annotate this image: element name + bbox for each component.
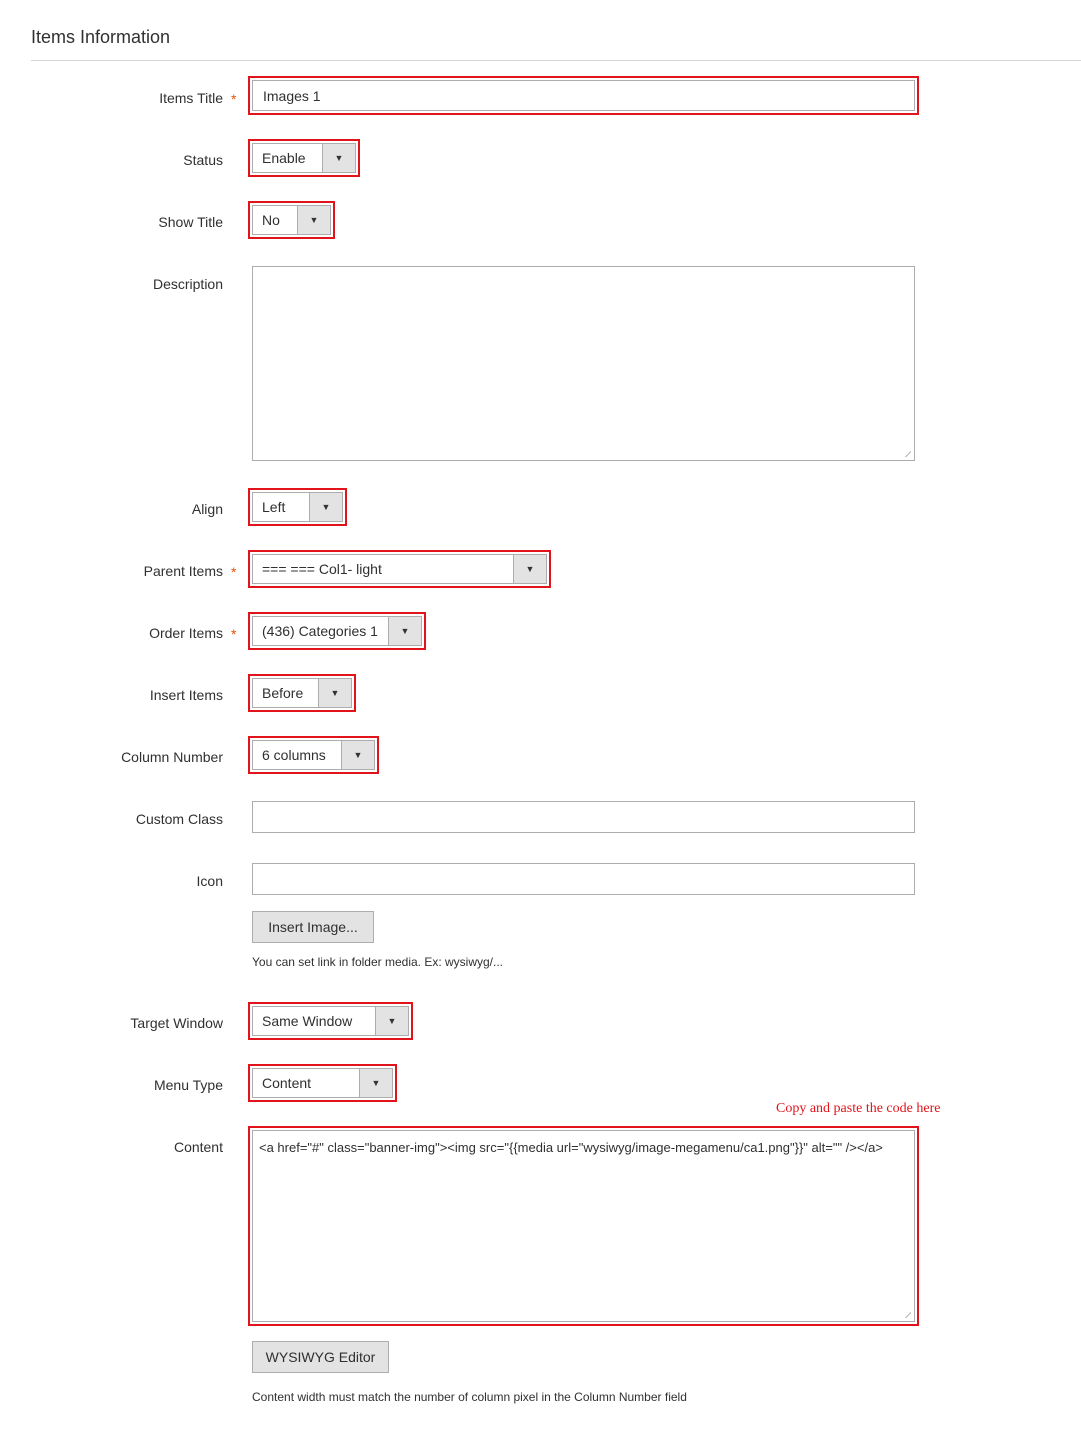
copy-paste-annotation: Copy and paste the code here — [776, 1101, 941, 1116]
description-label: Description — [152, 276, 223, 292]
menu-type-label: Menu Type — [153, 1077, 223, 1093]
required-mark: * — [231, 91, 237, 107]
caret-down-icon: ▼ — [309, 493, 342, 521]
insert-image-button[interactable]: Insert Image... — [252, 911, 374, 943]
insert-items-label: Insert Items — [149, 687, 223, 703]
required-mark: * — [231, 564, 237, 580]
content-value: <a href="#" class="banner-img"><img src="{{media url="wysiwyg/image-megamenu/ca1.png"}}" alt="" /></a> — [259, 1140, 883, 1155]
caret-down-icon: ▼ — [318, 679, 351, 707]
parent-items-select-value: === === Col1- light — [262, 561, 382, 577]
content-note: Content width must match the number of column pixel in the Column Number field — [252, 1390, 687, 1404]
insert-items-select-value: Before — [262, 685, 304, 701]
content-label: Content — [173, 1139, 223, 1155]
caret-down-icon: ▼ — [388, 617, 421, 645]
status-select-value: Enable — [262, 150, 306, 166]
order-items-label: Order Items — [149, 625, 223, 641]
align-label: Align — [191, 501, 223, 517]
align-select-value: Left — [262, 499, 286, 515]
menu-type-select[interactable] — [252, 1068, 393, 1098]
icon-note: You can set link in folder media. Ex: wysiwyg/... — [252, 955, 504, 969]
column-number-select[interactable] — [252, 740, 375, 770]
order-items-select-value: (436) Categories 1 — [262, 623, 378, 639]
align-select[interactable] — [252, 492, 343, 522]
order-items-select[interactable] — [252, 616, 422, 646]
resize-grip-icon[interactable] — [903, 1310, 911, 1318]
caret-down-icon: ▼ — [513, 555, 546, 583]
column-number-select-value: 6 columns — [262, 747, 326, 763]
show-title-select-value: No — [262, 212, 280, 228]
items-title-input[interactable]: Images 1 — [252, 80, 915, 111]
icon-label: Icon — [196, 873, 223, 889]
insert-items-select[interactable] — [252, 678, 352, 708]
section-divider — [31, 60, 1081, 61]
status-select[interactable] — [252, 143, 356, 173]
parent-items-label: Parent Items — [143, 563, 223, 579]
resize-grip-icon[interactable] — [903, 449, 911, 457]
column-number-label: Column Number — [121, 749, 223, 765]
target-window-select-value: Same Window — [262, 1013, 353, 1029]
show-title-select[interactable] — [252, 205, 331, 235]
custom-class-input[interactable] — [252, 801, 915, 833]
items-title-label: Items Title — [159, 90, 223, 106]
menu-type-select-value: Content — [262, 1075, 312, 1091]
caret-down-icon: ▼ — [359, 1069, 392, 1097]
show-title-label: Show Title — [158, 214, 223, 230]
custom-class-label: Custom Class — [135, 811, 223, 827]
parent-items-select[interactable] — [252, 554, 547, 584]
icon-input[interactable] — [252, 863, 915, 895]
target-window-select[interactable] — [252, 1006, 409, 1036]
wysiwyg-editor-button[interactable]: WYSIWYG Editor — [252, 1341, 389, 1373]
target-window-label: Target Window — [130, 1015, 223, 1031]
description-textarea[interactable] — [252, 266, 915, 461]
required-mark: * — [231, 626, 237, 642]
caret-down-icon: ▼ — [375, 1007, 408, 1035]
caret-down-icon: ▼ — [341, 741, 374, 769]
caret-down-icon: ▼ — [322, 144, 355, 172]
section-title: Items Information — [31, 27, 171, 47]
content-textarea[interactable] — [252, 1130, 915, 1322]
caret-down-icon: ▼ — [297, 206, 330, 234]
status-label: Status — [183, 152, 223, 168]
